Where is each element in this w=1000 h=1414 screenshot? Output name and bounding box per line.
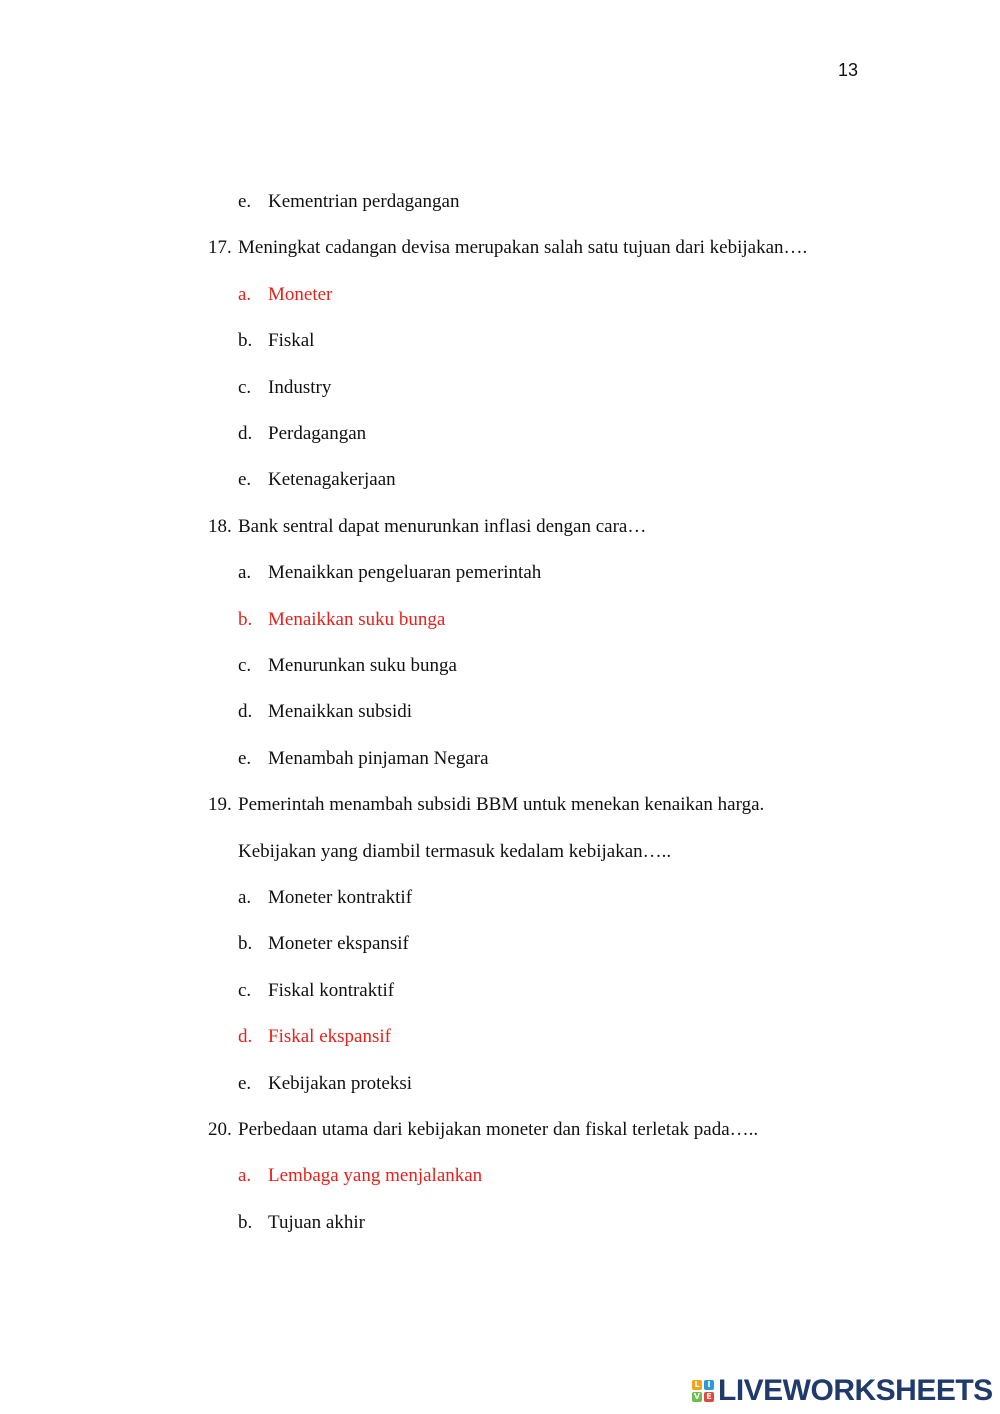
option-text: Lembaga yang menjalankan (268, 1165, 483, 1186)
option-letter: b. (238, 330, 253, 351)
logo-tile: I (704, 1380, 714, 1390)
option-text: Menaikkan pengeluaran pemerintah (268, 562, 542, 583)
answer-choice (238, 747, 489, 771)
answer-choice (238, 1072, 412, 1096)
answer-option (238, 1164, 482, 1188)
answer-choice (238, 468, 396, 492)
option-text: Ketenagakerjaan (268, 469, 396, 490)
answer-choice (238, 1211, 365, 1235)
option-letter: b. (238, 609, 253, 630)
question-number: 17. (208, 237, 232, 258)
answer-choice (238, 376, 331, 400)
answer-choice (238, 979, 394, 1003)
answer-choice (238, 932, 409, 956)
option-letter: c. (238, 377, 252, 398)
question-18 (208, 515, 646, 539)
option-letter: a. (238, 887, 252, 908)
question-number: 20. (208, 1119, 232, 1140)
question-text: Bank sentral dapat menurunkan inflasi dengan cara… (238, 516, 647, 537)
question-text-continuation: Kebijakan yang diambil termasuk kedalam kebijakan….. (238, 841, 672, 862)
watermark-text: LIVEWORKSHEETS (718, 1374, 993, 1407)
answer-choice (238, 700, 412, 724)
option-letter: d. (238, 701, 253, 722)
option-text: Industry (268, 377, 332, 398)
option-letter: a. (238, 562, 252, 583)
option-letter: e. (238, 191, 252, 212)
answer-choice (238, 886, 412, 910)
option-text: Moneter ekspansif (268, 933, 409, 954)
logo-tile: V (693, 1392, 701, 1401)
page-number: 13 (837, 60, 858, 80)
option-text: Fiskal ekspansif (268, 1026, 391, 1047)
option-text: Fiskal (268, 330, 315, 351)
option-letter: e. (238, 1073, 252, 1094)
question-text: Perbedaan utama dari kebijakan moneter dan fiskal terletak pada….. (238, 1119, 759, 1140)
option-text: Perdagangan (268, 423, 367, 444)
answer-choice (238, 561, 541, 585)
answer-option (238, 608, 445, 632)
question-text: Pemerintah menambah subsidi BBM untuk menekan kenaikan harga. (238, 794, 765, 815)
option-text: Menambah pinjaman Negara (268, 748, 489, 769)
question-text: Meningkat cadangan devisa merupakan salah satu tujuan dari kebijakan…. (238, 237, 808, 258)
option-letter: b. (238, 1212, 253, 1233)
option-text: Menurunkan suku bunga (268, 655, 457, 676)
option-text: Kebijakan proteksi (268, 1073, 413, 1094)
question-number: 18. (208, 516, 232, 537)
option-letter: e. (238, 469, 252, 490)
logo-tile: E (704, 1392, 714, 1402)
option-letter: b. (238, 933, 253, 954)
question-19 (208, 793, 764, 817)
option-letter: a. (238, 284, 252, 305)
answer-choice (238, 329, 314, 353)
answer-choice (238, 190, 460, 214)
option-letter: d. (238, 1026, 253, 1047)
answer-option (238, 283, 332, 307)
liveworksheets-watermark[interactable] (692, 1374, 993, 1408)
option-letter: c. (238, 655, 252, 676)
option-letter: a. (238, 1165, 252, 1186)
option-letter: d. (238, 423, 253, 444)
option-letter: e. (238, 748, 252, 769)
question-number: 19. (208, 794, 232, 815)
answer-option (238, 1025, 391, 1049)
option-text: Menaikkan subsidi (268, 701, 413, 722)
option-text: Kementrian perdagangan (268, 191, 460, 212)
answer-choice (238, 422, 366, 446)
option-text: Moneter kontraktif (268, 887, 413, 908)
question-17 (208, 236, 807, 260)
option-text: Fiskal kontraktif (268, 980, 395, 1001)
option-text: Tujuan akhir (268, 1212, 365, 1233)
answer-choice (238, 654, 457, 678)
question-20 (208, 1118, 758, 1142)
logo-tile: L (692, 1380, 702, 1390)
liveworksheets-logo-icon (692, 1380, 714, 1402)
option-text: Menaikkan suku bunga (268, 609, 446, 630)
option-letter: c. (238, 980, 252, 1001)
option-text: Moneter (268, 284, 333, 305)
